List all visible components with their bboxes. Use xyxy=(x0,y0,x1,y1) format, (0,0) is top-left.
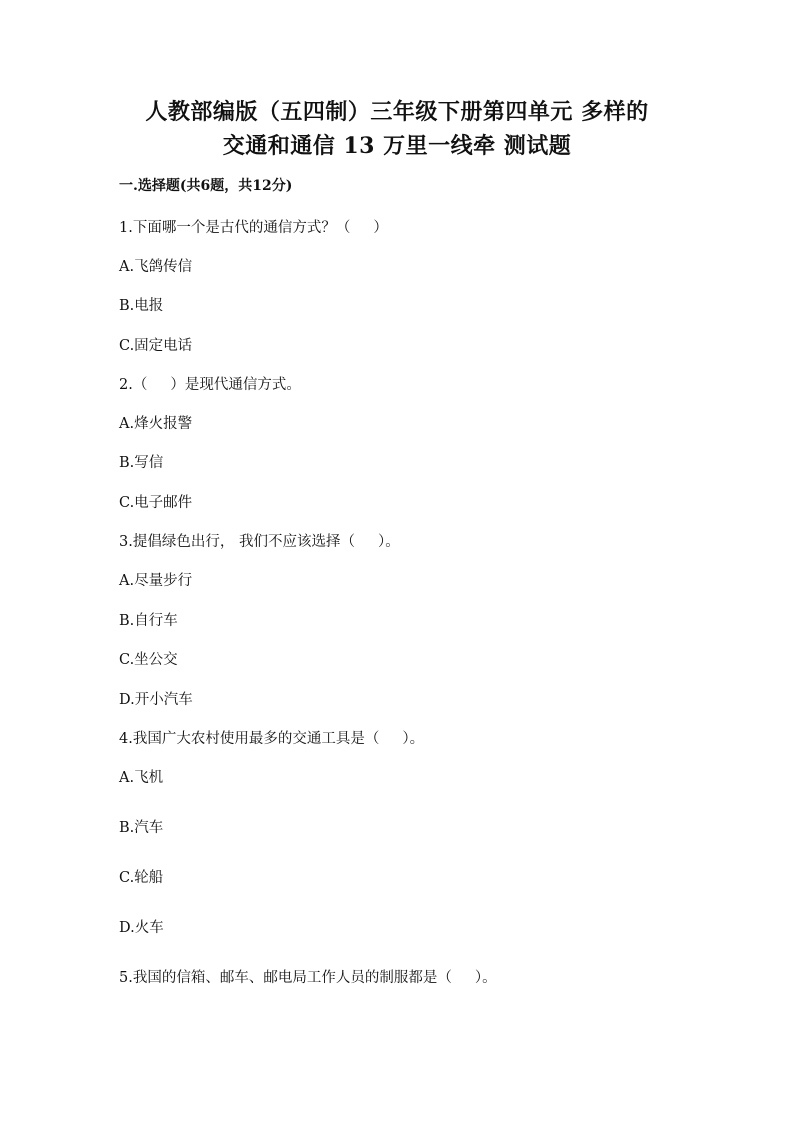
question-3-stem: 3.提倡绿色出行， 我们不应该选择（ ）。 xyxy=(119,534,400,550)
question-3-option-a: A.尽量步行 xyxy=(119,573,193,589)
document-title-line-1: 人教部编版（五四制）三年级下册第四单元 多样的 xyxy=(145,99,649,125)
question-3-option-d: D.开小汽车 xyxy=(119,692,193,708)
question-1-option-c: C.固定电话 xyxy=(119,338,193,354)
question-2-stem: 2.（ ）是现代通信方式。 xyxy=(119,377,301,393)
question-1-stem: 1.下面哪一个是古代的通信方式？（ ） xyxy=(119,220,388,236)
question-3-option-b: B.自行车 xyxy=(119,613,178,629)
question-1-option-b: B.电报 xyxy=(119,298,164,314)
document-title-line-2: 交通和通信 13 万里一线牵 测试题 xyxy=(222,133,572,159)
question-4-option-d: D.火车 xyxy=(119,920,164,936)
question-2-option-b: B.写信 xyxy=(119,455,164,471)
section-heading: 一.选择题(共6题，共12分) xyxy=(119,178,293,194)
question-2-option-a: A.烽火报警 xyxy=(119,416,193,432)
question-5-stem: 5.我国的信箱、邮车、邮电局工作人员的制服都是（ ）。 xyxy=(119,970,497,986)
question-1-option-a: A.飞鸽传信 xyxy=(119,259,193,275)
question-3-option-c: C.坐公交 xyxy=(119,652,178,668)
question-2-option-c: C.电子邮件 xyxy=(119,495,193,511)
question-4-option-c: C.轮船 xyxy=(119,870,164,886)
question-4-option-a: A.飞机 xyxy=(119,770,164,786)
question-4-option-b: B.汽车 xyxy=(119,820,164,836)
question-4-stem: 4.我国广大农村使用最多的交通工具是（ ）。 xyxy=(119,731,425,747)
